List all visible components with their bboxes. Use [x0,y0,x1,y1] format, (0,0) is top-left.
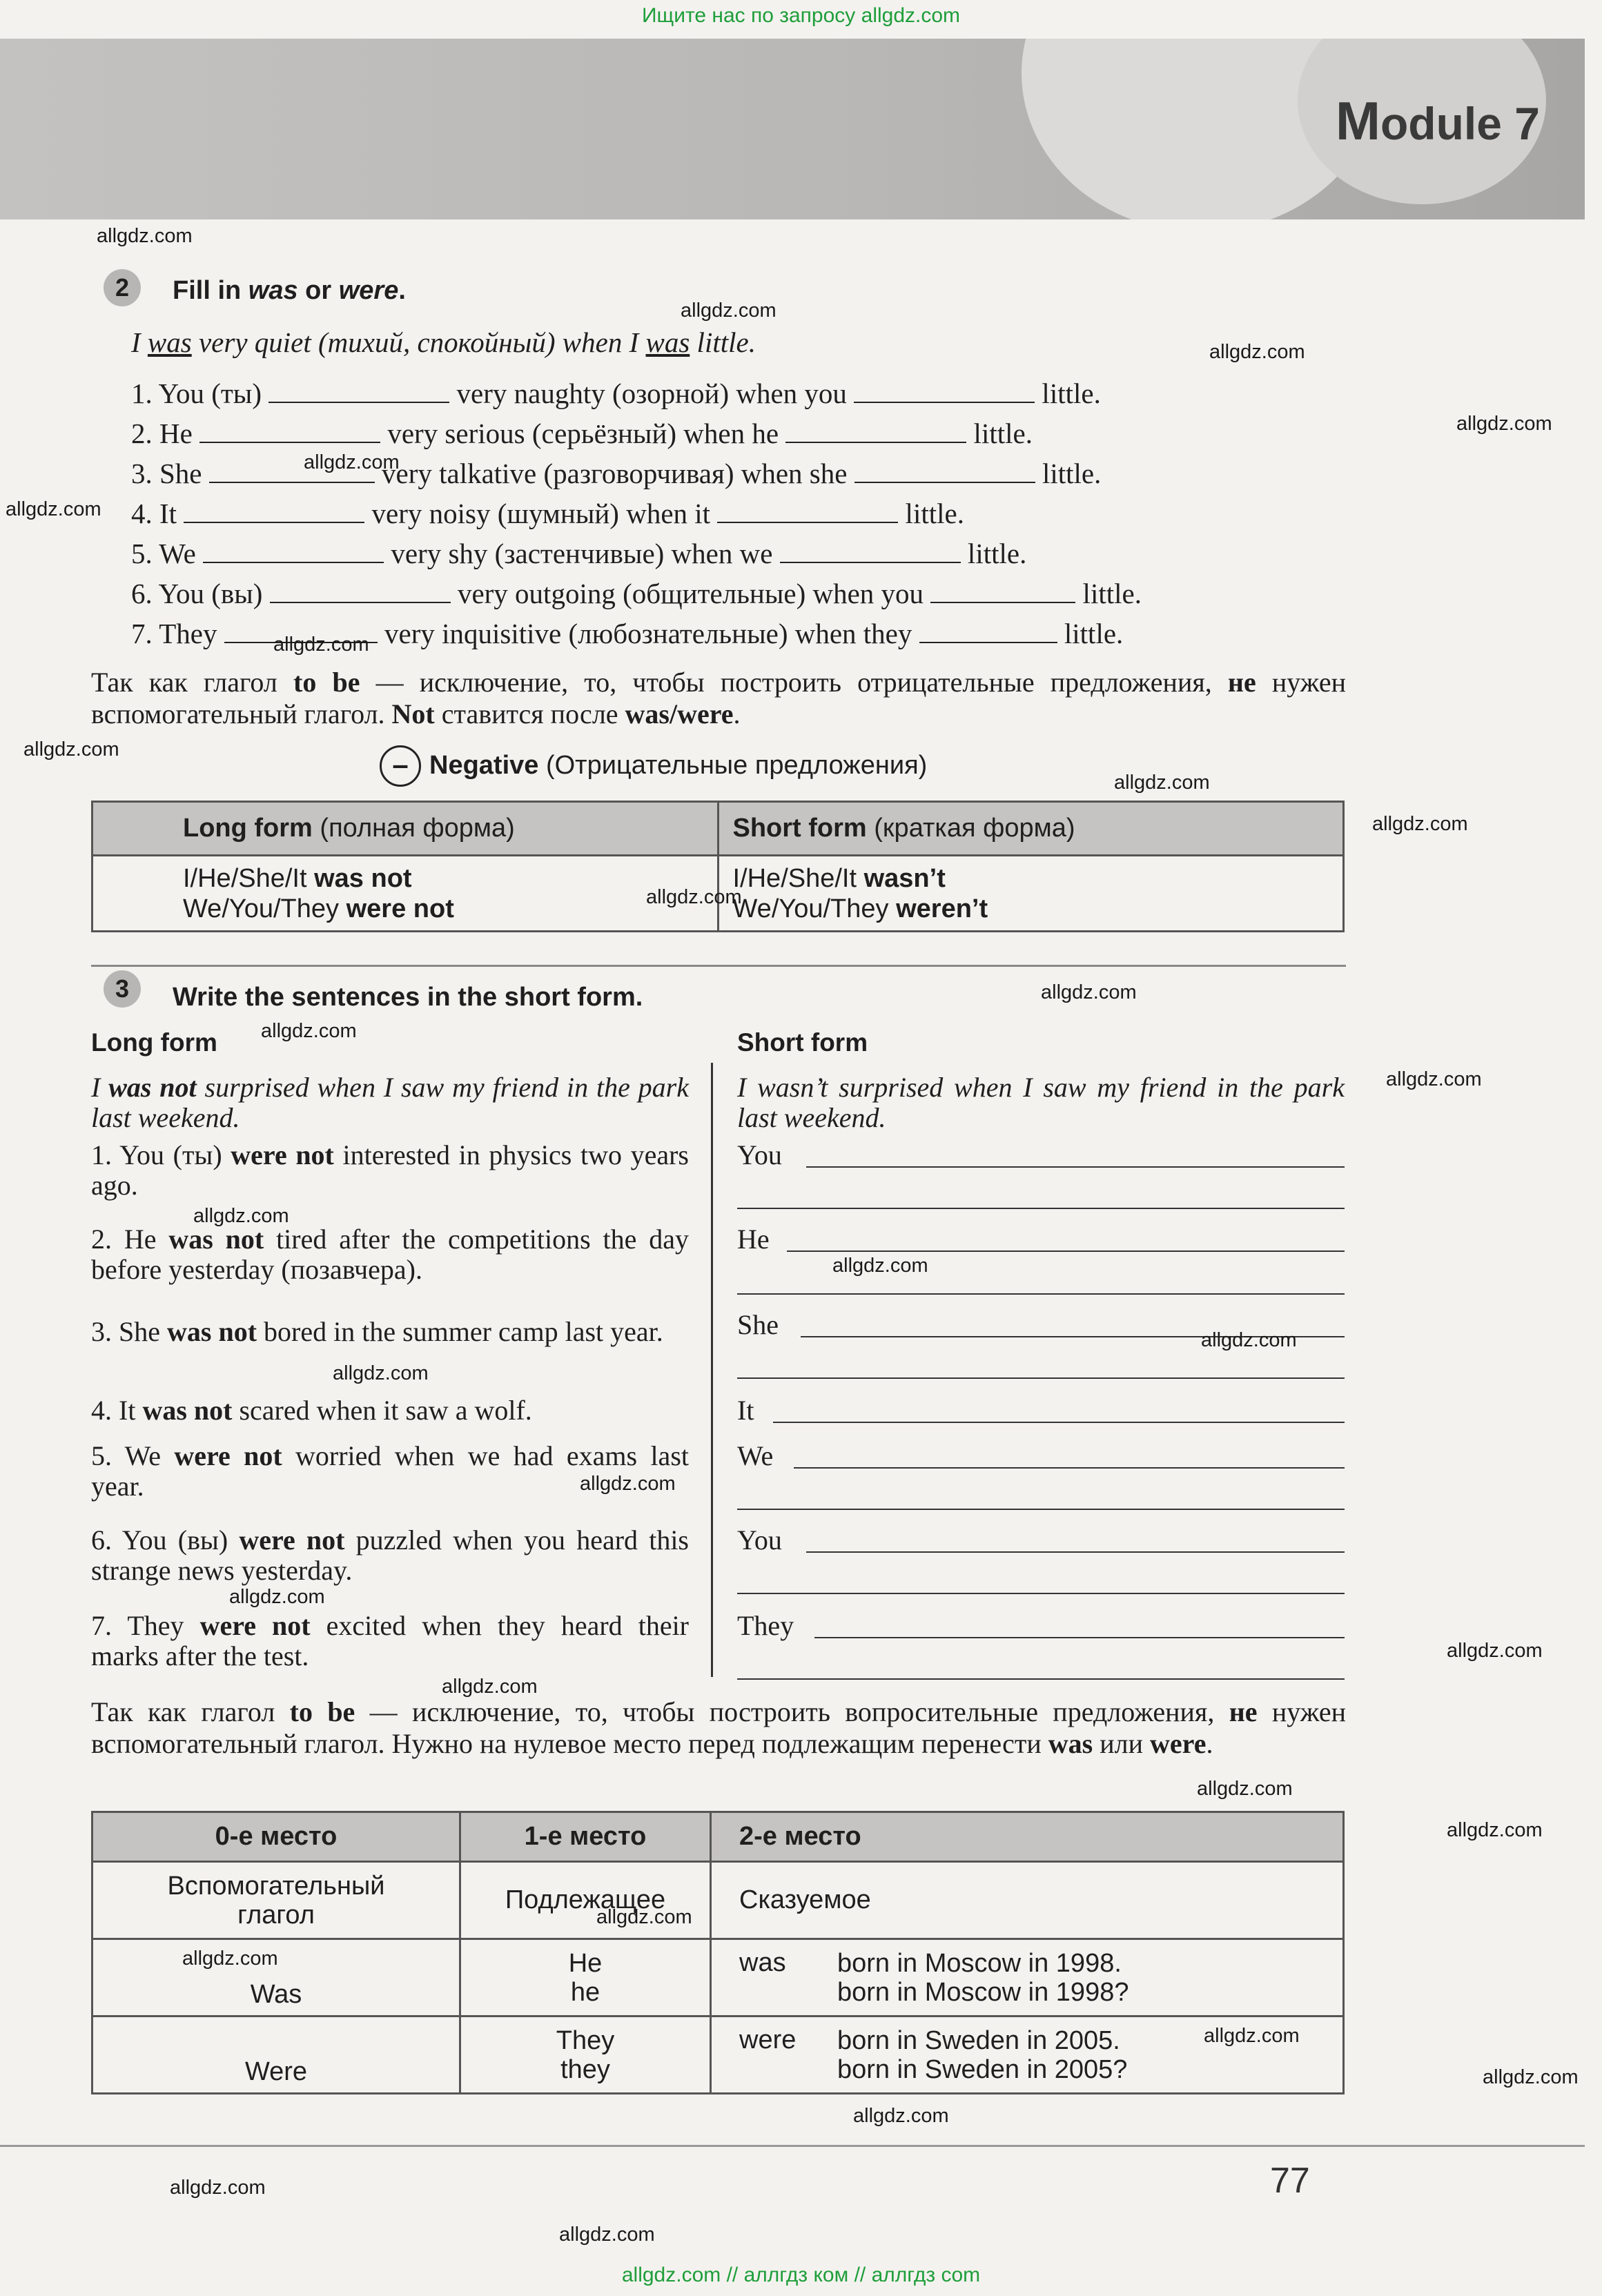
answer-blank[interactable] [270,601,451,603]
watermark-text: allgdz.com [1204,2025,1300,2047]
watermark-text: allgdz.com [646,886,742,908]
short-answer-prompt-6: You [737,1524,782,1556]
exercise-3-item-4: 4. It was not scared when it saw a wolf. [91,1395,532,1426]
auxiliary-verb-cell: Вспомогательный глагол [92,1862,460,1939]
watermark-text: allgdz.com [1041,981,1137,1003]
answer-line[interactable] [737,1377,1345,1379]
answer-blank[interactable] [785,441,966,443]
answer-blank[interactable] [199,441,380,443]
exercise-3-item-3: 3. She was not bored in the summer camp last year. [91,1316,663,1347]
exercise-3-item-1: 1. You (ты) were not interested in physics two years ago. [91,1139,689,1201]
table-row-was-subject: He he [460,1939,711,2017]
short-answer-prompt-1: You [737,1139,782,1170]
watermark-text: allgdz.com [1386,1068,1482,1090]
table-row-was-verb: was [711,1939,837,2017]
watermark-text: allgdz.com [304,451,400,473]
watermark-text: allgdz.com [1201,1329,1297,1351]
exercise-3-example-short: I wasn’t surprised when I saw my friend in the park last weekend. [737,1072,1345,1133]
section-divider [91,965,1346,967]
watermark-text: allgdz.com [1372,813,1468,835]
watermark-text: allgdz.com [559,2224,655,2246]
predicate-cell: Сказуемое [711,1862,1344,1939]
exercise-2-title: Fill in was or were. [173,276,406,305]
long-form-header: Long form (полная форма) [92,802,719,856]
position-1-header: 1-е место [460,1812,711,1862]
footer-divider [0,2145,1585,2147]
long-form-column-header: Long form [91,1028,217,1057]
page-number: 77 [1270,2161,1310,2201]
answer-line[interactable] [814,1637,1345,1638]
watermark-text: allgdz.com [23,738,119,761]
watermark-text: allgdz.com [1447,1640,1543,1662]
short-form-column-header: Short form [737,1028,868,1057]
watermark-text: allgdz.com [442,1676,538,1698]
table-row-were-subject: They they [460,2017,711,2094]
answer-blank[interactable] [184,521,364,523]
exercise-2-item-6: 6. You (вы) very outgoing (общительные) when you little. [131,578,1142,609]
question-rule-text: Так как глагол to be — исключение, то, чтобы построить вопросительные предложения, не нужен вспомогательный глагол. Нужно на нулевое место перед подлежащим перенести was или were. [91,1696,1347,1759]
watermark-text: allgdz.com [1483,2066,1579,2088]
exercise-2-item-2: 2. He very serious (серьёзный) when he little. [131,418,1033,449]
answer-line[interactable] [737,1509,1345,1510]
exercise-2-item-5: 5. We very shy (застенчивые) when we little. [131,538,1027,569]
negative-forms-table [91,801,1345,932]
watermark-text: allgdz.com [229,1586,325,1608]
exercise-2-example: I was very quiet (тихий, спокойный) when I was little. [131,326,756,358]
watermark-text: allgdz.com [1209,341,1305,363]
exercise-2-item-4: 4. It very noisy (шумный) when it little. [131,498,964,529]
watermark-text: allgdz.com [681,300,776,322]
answer-line[interactable] [787,1250,1345,1252]
answer-line[interactable] [737,1678,1345,1680]
watermark-text: allgdz.com [182,1947,278,1970]
watermark-text: allgdz.com [261,1020,357,1042]
watermark-text: allgdz.com [1197,1778,1293,1800]
table-row-were-rest: born in Sweden in 2005. born in Sweden in 2005? [837,2017,1344,2094]
short-answer-prompt-3: She [737,1309,779,1340]
watermark-text: allgdz.com [193,1205,289,1227]
answer-blank[interactable] [930,601,1075,603]
watermark-text: allgdz.com [596,1906,692,1928]
answer-line[interactable] [794,1467,1345,1469]
answer-blank[interactable] [717,521,898,523]
answer-blank[interactable] [268,401,449,403]
bottom-site-links[interactable]: allgdz.com // аллгдз ком // аллгдз com [621,2264,981,2286]
exercise-3-item-2: 2. He was not tired after the competitions the day before yesterday (позавчера). [91,1224,689,1285]
exercise-3-number: 3 [104,970,141,1008]
module-title: Module 7 [1335,90,1540,151]
answer-line[interactable] [737,1208,1345,1209]
minus-icon: – [380,745,421,787]
table-row-were-verb: were [711,2017,837,2094]
short-answer-prompt-2: He [737,1224,770,1255]
exercise-3-example-long: I was not surprised when I saw my friend in the park last weekend. [91,1072,689,1133]
short-answer-prompt-5: We [737,1440,774,1471]
position-2-header: 2-е место [711,1812,1344,1862]
top-search-link[interactable]: Ищите нас по запросу allgdz.com [641,4,961,27]
watermark-text: allgdz.com [1447,1819,1543,1841]
watermark-text: allgdz.com [832,1255,928,1277]
watermark-text: allgdz.com [6,498,101,520]
position-0-header: 0-е место [92,1812,460,1862]
answer-line[interactable] [806,1551,1345,1553]
short-answer-prompt-4: It [737,1395,754,1426]
table-row-were-aux: Were [92,2017,460,2094]
table-row-was-aux: Was [92,1939,460,2017]
answer-blank[interactable] [854,401,1035,403]
subject-cell: Подлежащее [460,1862,711,1939]
exercise-2-item-7: 7. They very inquisitive (любознательные) when they little. [131,618,1124,649]
watermark-text: allgdz.com [580,1473,676,1495]
watermark-text: allgdz.com [1456,413,1552,435]
exercise-2-item-3: 3. She very talkative (разговорчивая) when she little. [131,458,1102,489]
watermark-text: allgdz.com [1114,772,1210,794]
watermark-text: allgdz.com [853,2105,949,2127]
column-divider [711,1063,713,1677]
answer-blank[interactable] [780,561,961,563]
negative-heading: Negative (Отрицательные предложения) [429,751,928,780]
watermark-text: allgdz.com [273,634,369,656]
negative-rule-text: Так как глагол to be — исключение, то, чтобы построить отрицательные предложения, не нужен вспомогательный глагол. Not ставится после was/were. [91,667,1347,729]
answer-blank[interactable] [209,481,375,483]
answer-line[interactable] [737,1293,1345,1295]
table-row-was-rest: born in Moscow in 1998. born in Moscow in 1998? [837,1939,1344,2017]
watermark-text: allgdz.com [170,2177,266,2199]
exercise-3-item-7: 7. They were not excited when they heard their marks after the test. [91,1610,690,1671]
answer-blank[interactable] [203,561,384,563]
answer-blank[interactable] [854,481,1035,483]
answer-line[interactable] [806,1166,1345,1168]
exercise-2-number: 2 [104,269,141,306]
short-answer-prompt-7: They [737,1610,794,1641]
exercise-3-item-5: 5. We were not worried when we had exams last year. [91,1440,689,1502]
short-form-header: Short form (краткая форма) [718,802,1344,856]
short-form-cell: I/He/She/It wasn’t We/You/They weren’t [718,856,1344,932]
answer-blank[interactable] [919,641,1057,643]
watermark-text: allgdz.com [97,225,193,247]
answer-line[interactable] [773,1422,1345,1423]
answer-line[interactable] [737,1593,1345,1594]
exercise-3-item-6: 6. You (вы) were not puzzled when you heard this strange news yesterday. [91,1524,689,1586]
exercise-3-title: Write the sentences in the short form. [173,983,643,1012]
exercise-2-item-1: 1. You (ты) very naughty (озорной) when you little. [131,377,1101,409]
watermark-text: allgdz.com [333,1362,429,1384]
question-word-order-table [91,1811,1345,2094]
long-form-cell: I/He/She/It was not We/You/They were not [92,856,719,932]
